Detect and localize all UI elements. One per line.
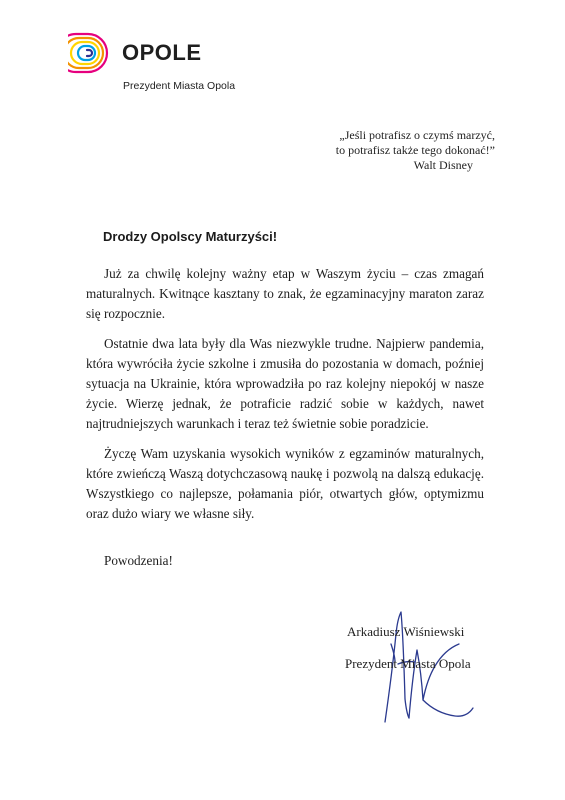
- letter-closing: Powodzenia!: [104, 553, 173, 568]
- signatory-name: Arkadiusz Wiśniewski: [347, 624, 465, 639]
- quote-line-1: „Jeśli potrafisz o czymś marzyć,: [339, 128, 495, 142]
- quote-line-2: to potrafisz także tego dokonać!”: [335, 143, 495, 157]
- signatory-title: Prezydent Miasta Opola: [345, 656, 471, 671]
- organization-name: Prezydent Miasta Opola: [123, 80, 236, 92]
- quote-author: Walt Disney: [413, 158, 473, 172]
- brand-name: OPOLE: [122, 40, 202, 65]
- opole-logo-icon: [68, 30, 114, 76]
- letter-paragraph: Ostatnie dwa lata były dla Was niezwykle trudne. Najpierw pandemia, która wywróciła życie szkolne i zmusiła do pozostania w domach, poźniej sytuacja na Ukrainie, która wprowadziła po raz kolejny niepokój w nasze życie. Wierzę jednak, że potraficie radzić sobie w każdych, nawet najtrudniejszych warunkach i teraz też świetnie sobie poradzicie.: [86, 335, 484, 432]
- epigraph-quote: [336, 128, 495, 173]
- letter-body: [86, 264, 484, 533]
- letter-paragraph: Już za chwilę kolejny ważny etap w Waszym życiu – czas zmagań maturalnych. Kwitnące kasztany to znak, że egzaminacyjny maraton zaraz się rozpocznie.: [86, 266, 484, 322]
- letter-paragraph: Życzę Wam uzyskania wysokich wyników z egzaminów maturalnych, które zwieńczą Waszą dotychczasową naukę i pozwolą na dalszą edukację. Wszystkiego co najlepsze, połamania piór, otwartych głów, optymizmu oraz dużo wiary we własne siły.: [86, 445, 484, 522]
- letter-salutation: Drodzy Opolscy Maturzyści!: [103, 229, 278, 244]
